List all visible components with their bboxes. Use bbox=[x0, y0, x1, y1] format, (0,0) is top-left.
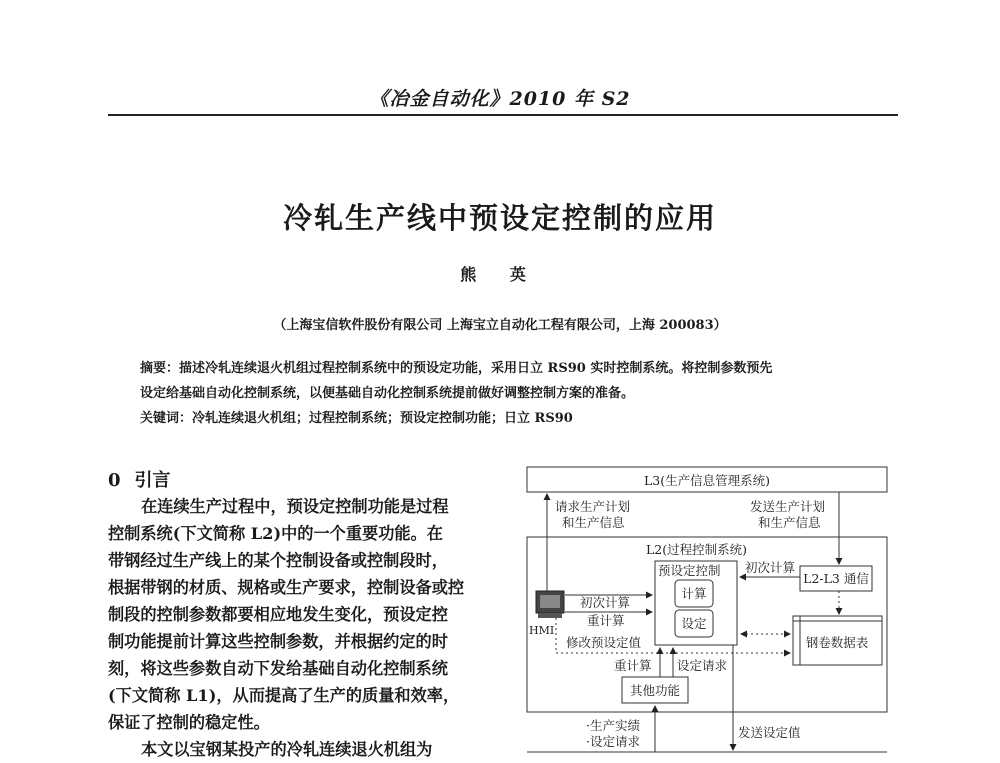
comm-label: L2-L3 通信 bbox=[803, 571, 869, 586]
abstract-line: 摘要：描述冷轧连续退火机组过程控制系统中的预设定功能，采用日立 RS90 实时控制系统。将控制参数预先 bbox=[140, 361, 773, 376]
paper-title: 冷轧生产线中预设定控制的应用 bbox=[282, 201, 717, 235]
body-line: 根据带钢的材质、规格或生产要求，控制设备或控 bbox=[108, 578, 465, 597]
affiliation: （上海宝信软件股份有限公司 上海宝立自动化工程有限公司，上海 200083） bbox=[273, 318, 727, 333]
abstract-line: 设定给基础自动化控制系统，以便基础自动化控制系统提前做好调整控制方案的准备。 bbox=[140, 386, 635, 401]
journal-header: 《冶金自动化》2010 年 S2 bbox=[369, 88, 631, 110]
label-hmi-recalc: 重计算 bbox=[587, 613, 625, 628]
l3-label: L3(生产信息管理系统) bbox=[643, 473, 771, 488]
l2-label: L2(过程控制系统) bbox=[646, 542, 748, 557]
hmi-monitor-icon bbox=[536, 591, 564, 618]
body-line: 控制系统(下文简称 L2)中的一个重要功能。在 bbox=[108, 524, 443, 543]
label-production-result: ·生产实绩 bbox=[586, 718, 640, 733]
author: 熊 英 bbox=[460, 265, 540, 284]
label-send-setpoint: 发送设定值 bbox=[738, 725, 801, 740]
set-label: 设定 bbox=[681, 616, 707, 631]
body-line: 本文以宝钢某投产的冷轧连续退火机组为 bbox=[141, 740, 433, 759]
label-request-plan-2: 和生产信息 bbox=[562, 515, 625, 530]
section-number: 0 bbox=[108, 470, 121, 491]
coil-table-label: 钢卷数据表 bbox=[805, 635, 869, 650]
label-hmi-initial-calc: 初次计算 bbox=[580, 595, 631, 610]
body-line: 制段的控制参数都要相应地发生变化，预设定控 bbox=[108, 605, 448, 624]
body-line: 制功能提前计算这些控制参数，并根据约定的时 bbox=[108, 632, 448, 651]
hmi-label: HMI bbox=[529, 624, 555, 637]
label-set-request: 设定请求 bbox=[677, 658, 728, 673]
label-send-plan-2: 和生产信息 bbox=[758, 515, 821, 530]
label-send-plan: 发送生产计划 bbox=[750, 499, 826, 514]
keywords: 关键词：冷轧连续退火机组；过程控制系统；预设定控制功能；日立 RS90 bbox=[140, 411, 573, 426]
body-line: 带钢经过生产线上的某个控制设备或控制段时， bbox=[108, 551, 448, 570]
body-line: (下文简称 L1)，从而提高了生产的质量和效率， bbox=[108, 686, 460, 705]
preset-label: 预设定控制 bbox=[658, 563, 721, 578]
label-initial-calc: 初次计算 bbox=[745, 560, 796, 575]
body-line: 刻，将这些参数自动下发给基础自动化控制系统 bbox=[108, 659, 448, 678]
label-other-recalc: 重计算 bbox=[614, 658, 652, 673]
body-line: 在连续生产过程中，预设定控制功能是过程 bbox=[141, 497, 449, 516]
other-label: 其他功能 bbox=[629, 683, 681, 698]
section-title: 引言 bbox=[134, 470, 171, 491]
label-request-plan: 请求生产计划 bbox=[555, 499, 631, 514]
calc-label: 计算 bbox=[681, 586, 707, 601]
label-modify-preset: 修改预设定值 bbox=[566, 635, 642, 650]
label-setting-request: ·设定请求 bbox=[586, 734, 640, 749]
body-line: 保证了控制的稳定性。 bbox=[108, 713, 270, 732]
